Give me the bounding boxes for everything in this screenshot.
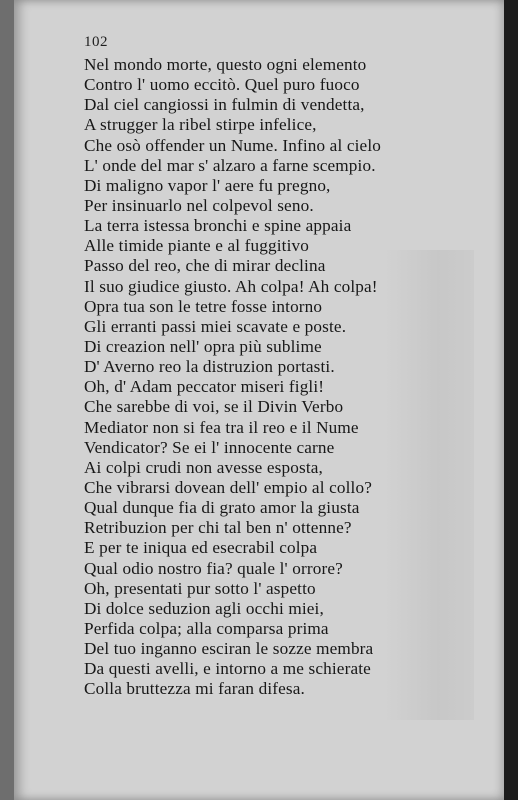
verse-line: Contro l' uomo eccitò. Quel puro fuoco <box>84 75 360 95</box>
verse-line: Il suo giudice giusto. Ah colpa! Ah colpa! <box>84 276 378 296</box>
verse-line: Dal ciel cangiossi in fulmin di vendetta, <box>84 95 365 115</box>
verse-line: E per te iniqua ed esecrabil colpa <box>84 538 318 558</box>
book-gutter-left <box>0 0 14 800</box>
verse-line: Di dolce seduzion agli occhi miei, <box>84 598 324 618</box>
verse-line: Per insinuarlo nel colpevol seno. <box>84 195 314 215</box>
page-number: 102 <box>84 34 108 50</box>
verse-line: Che osò offender un Nume. Infino al cielo <box>84 135 381 155</box>
verse-line: Ai colpi crudi non avesse esposta, <box>84 457 323 477</box>
verse-line: Alle timide piante e al fuggitivo <box>84 236 309 256</box>
verse-line: L' onde del mar s' alzaro a farne scempio. <box>84 155 376 175</box>
verse-line: Colla bruttezza mi faran difesa. <box>84 679 305 699</box>
verse-line: Che vibrarsi dovean dell' empio al collo? <box>84 477 372 497</box>
verse-line: Opra tua son le tetre fosse intorno <box>84 296 323 316</box>
verse-line: A strugger la ribel stirpe infelice, <box>84 115 317 135</box>
verse-line: Perfida colpa; alla comparsa prima <box>84 618 329 638</box>
verse-line: Di maligno vapor l' aere fu pregno, <box>84 175 331 195</box>
verse-line: Del tuo inganno esciran le sozze membra <box>84 639 374 659</box>
verse-line: Gli erranti passi miei scavate e poste. <box>84 316 347 336</box>
verse-line: Retribuzion per chi tal ben n' ottenne? <box>84 518 352 538</box>
verse-line: Vendicator? Se ei l' innocente carne <box>84 437 335 457</box>
verse-line: Di creazion nell' opra più sublime <box>84 336 322 356</box>
verse-line: Da questi avelli, e intorno a me schierate <box>84 659 371 679</box>
verse-line: Nel mondo morte, questo ogni elemento <box>84 55 367 74</box>
verse-line: Oh, d' Adam peccator miseri figli! <box>84 377 325 397</box>
verse-line: D' Averno reo la distruzion portasti. <box>84 357 335 377</box>
verse-line: La terra istessa bronchi e spine appaia <box>84 216 352 236</box>
verse-line: Qual dunque fia di grato amor la giusta <box>84 498 360 518</box>
poem-text <box>84 55 484 700</box>
verse-line: Passo del reo, che di mirar declina <box>84 256 326 276</box>
verse-line: Mediator non si fea tra il reo e il Nume <box>84 417 359 437</box>
verse-line: Oh, presentati pur sotto l' aspetto <box>84 578 316 598</box>
book-edge-right <box>504 0 518 800</box>
verse-line: Qual odio nostro fia? quale l' orrore? <box>84 558 343 578</box>
verse-line: Che sarebbe di voi, se il Divin Verbo <box>84 397 344 417</box>
